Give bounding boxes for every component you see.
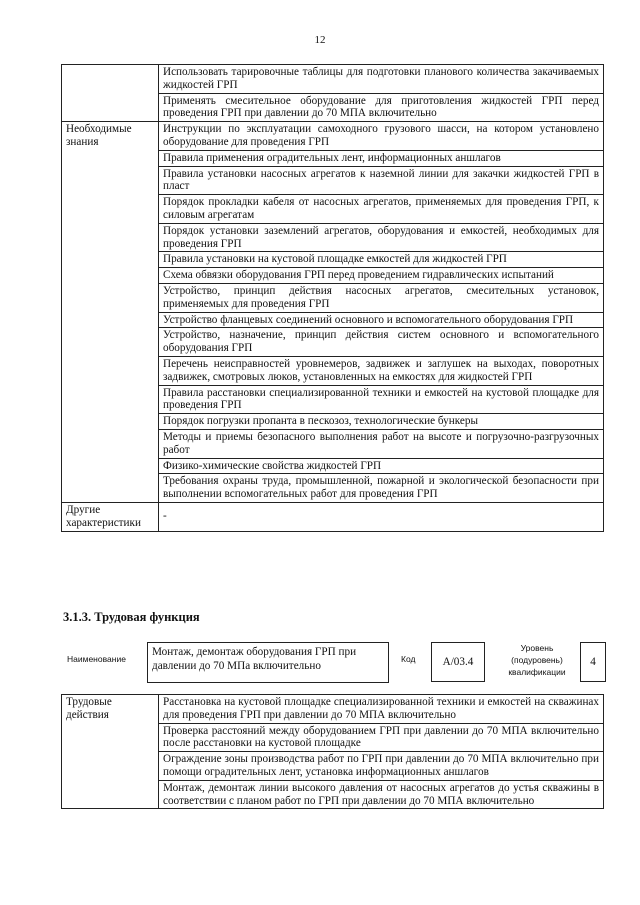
labor-actions-label: Трудовые действия (62, 695, 159, 809)
knowledge-label: Необходимые знания (62, 122, 159, 503)
table-cell: Устройство фланцевых соединений основного и вспомогательного оборудования ГРП (159, 312, 604, 328)
continued-label-cell (62, 65, 159, 122)
table-row (62, 695, 604, 724)
labor-actions-table (61, 694, 604, 809)
level-label-line: (подуровень) (511, 655, 563, 665)
labor-function-header (61, 640, 606, 686)
code-value: А/03.4 (431, 642, 485, 682)
table-cell: Методы и приемы безопасного выполнения работ на высоте и погрузочно-разгрузочных работ (159, 429, 604, 458)
table-cell: Ограждение зоны производства работ по ГРП при давлении до 70 МПА включительно при помощи оградительных лент, установка информационных аншлагов (159, 752, 604, 781)
table-cell: Проверка расстояний между оборудованием ГРП при давлении до 70 МПА включительно после расстановки на кустовой площадке (159, 723, 604, 752)
table-cell: Устройство, назначение, принцип действия систем основного и вспомогательного оборудования ГРП (159, 328, 604, 357)
table-cell: Схема обвязки оборудования ГРП перед проведением гидравлических испытаний (159, 268, 604, 284)
table-row (62, 122, 604, 151)
other-characteristics-value: - (159, 502, 604, 531)
table-cell: Правила установки на кустовой площадке емкостей для жидкостей ГРП (159, 252, 604, 268)
other-characteristics-label: Другие характеристики (62, 502, 159, 531)
knowledge-table (61, 64, 604, 532)
table-cell: Применять смесительное оборудование для приготовления жидкостей ГРП перед проведения ГРП при давлении до 70 МПА включительно (159, 93, 604, 122)
name-label: Наименование (67, 654, 126, 664)
table-cell: Монтаж, демонтаж линии высокого давления от насосных агрегатов до устья скважины в соответствии с планом работ по ГРП при давлении до 70 МПА включительно (159, 780, 604, 809)
level-label-line: Уровень (520, 643, 554, 653)
name-value: Монтаж, демонтаж оборудования ГРП при давлении до 70 МПа включительно (147, 642, 389, 683)
table-cell: Перечень неисправностей уровнемеров, задвижек и заглушек на выходах, поворотных задвижек, смотровых люков, установленных на емкостях для жидкостей ГРП (159, 356, 604, 385)
code-label: Код (401, 654, 416, 664)
table-cell: Физико-химические свойства жидкостей ГРП (159, 458, 604, 474)
table-cell: Правила установки насосных агрегатов к наземной линии для закачки жидкостей ГРП в пласт (159, 166, 604, 195)
table-row (62, 502, 604, 531)
table-cell: Использовать тарировочные таблицы для подготовки планового количества закачиваемых жидкостей ГРП (159, 65, 604, 94)
page-number: 12 (314, 34, 326, 46)
level-label-line: квалификации (508, 667, 566, 677)
table-cell: Правила применения оградительных лент, информационных аншлагов (159, 150, 604, 166)
table-cell: Расстановка на кустовой площадке специализированной техники и емкостей на скважинах для проведения ГРП при давлении до 70 МПА включительно (159, 695, 604, 724)
level-label (497, 642, 577, 678)
table-cell: Инструкции по эксплуатации самоходного грузового шасси, на котором установлено оборудование для проведения ГРП (159, 122, 604, 151)
section-title: 3.1.3. Трудовая функция (63, 610, 200, 624)
table-cell: Правила расстановки специализированной техники и емкостей на кустовой площадке для проведения ГРП (159, 385, 604, 414)
table-cell: Порядок установки заземлений агрегатов, оборудования и емкостей, необходимых для проведения ГРП (159, 223, 604, 252)
table-cell: Устройство, принцип действия насосных агрегатов, смесительных установок, применяемых для проведения ГРП (159, 283, 604, 312)
table-cell: Порядок погрузки пропанта в пескозоз, технологические бункеры (159, 414, 604, 430)
table-cell: Порядок прокладки кабеля от насосных агрегатов, применяемых для проведения ГРП, к силовым агрегатам (159, 195, 604, 224)
table-row (62, 65, 604, 94)
table-cell: Требования охраны труда, промышленной, пожарной и экологической безопасности при выполнении вспомогательных работ для проведения ГРП (159, 474, 604, 503)
level-value: 4 (580, 642, 606, 682)
